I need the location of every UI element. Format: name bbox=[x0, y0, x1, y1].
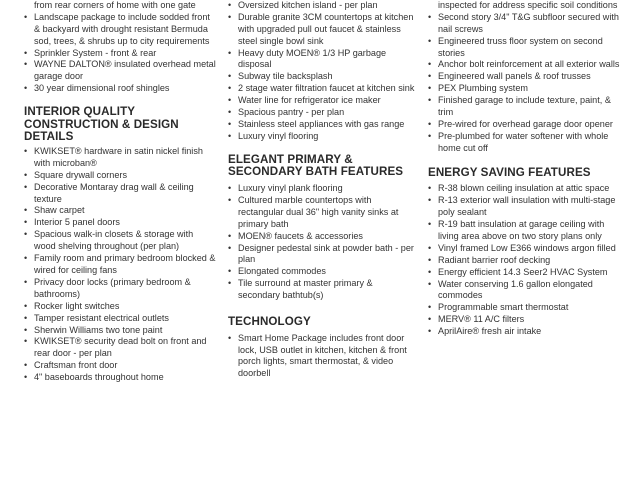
list-item: • Craftsman front door bbox=[24, 360, 216, 372]
list-item: • inspected for address specific soil conditions bbox=[428, 0, 624, 12]
column-middle bbox=[228, 0, 416, 380]
bath-feature-list bbox=[228, 183, 416, 302]
list-item: • Water line for refrigerator ice maker bbox=[228, 95, 416, 107]
list-item: • Rocker light switches bbox=[24, 301, 216, 313]
list-item: • PEX Plumbing system bbox=[428, 83, 624, 95]
structure-feature-list bbox=[428, 0, 624, 155]
list-item: • Energy efficient 14.3 Seer2 HVAC System bbox=[428, 267, 624, 279]
list-item: • Pre-plumbed for water softener with whole home cut off bbox=[428, 131, 624, 155]
list-item: • R-38 blown ceiling insulation at attic space bbox=[428, 183, 624, 195]
list-item: • Designer pedestal sink at powder bath - per plan bbox=[228, 243, 416, 267]
list-item: • Second story 3/4" T&G subfloor secured with nail screws bbox=[428, 12, 624, 36]
list-item: • Shaw carpet bbox=[24, 205, 216, 217]
column-right bbox=[428, 0, 624, 338]
list-item: • Engineered truss floor system on second stories bbox=[428, 36, 624, 60]
list-item: • Vinyl framed Low E366 windows argon filled bbox=[428, 243, 624, 255]
list-item: • MOEN® faucets & accessories bbox=[228, 231, 416, 243]
list-item: • Engineered wall panels & roof trusses bbox=[428, 71, 624, 83]
column-left bbox=[24, 0, 216, 384]
list-item: • Cultured marble countertops with rectangular dual 36" high vanity sinks at primary bath bbox=[228, 195, 416, 231]
exterior-feature-list bbox=[24, 0, 216, 95]
list-item: • KWIKSET® security dead bolt on front and rear door - per plan bbox=[24, 336, 216, 360]
list-item: • 2 stage water filtration faucet at kitchen sink bbox=[228, 83, 416, 95]
list-item: • AprilAire® fresh air intake bbox=[428, 326, 624, 338]
list-item: • Durable granite 3CM countertops at kitchen with upgraded pull out faucet & stainless steel single bowl sink bbox=[228, 12, 416, 48]
list-item: • Luxury vinyl plank flooring bbox=[228, 183, 416, 195]
list-item: • Programmable smart thermostat bbox=[428, 302, 624, 314]
list-item: • Privacy door locks (primary bedroom & bathrooms) bbox=[24, 277, 216, 301]
list-item: • Finished garage to include texture, paint, & trim bbox=[428, 95, 624, 119]
list-item: • Stainless steel appliances with gas range bbox=[228, 119, 416, 131]
list-item: • Spacious walk-in closets & storage with wood shelving throughout (per plan) bbox=[24, 229, 216, 253]
energy-feature-list bbox=[428, 183, 624, 338]
list-item: • Landscape package to include sodded front & backyard with drought resistant Bermuda sod, trees, & shrubs up to city requirements bbox=[24, 12, 216, 48]
list-item: • 4" baseboards throughout home bbox=[24, 372, 216, 384]
list-item: • Sprinkler System - front & rear bbox=[24, 48, 216, 60]
list-item: • MERV® 11 A/C filters bbox=[428, 314, 624, 326]
list-item: • WAYNE DALTON® insulated overhead metal garage door bbox=[24, 59, 216, 83]
list-item: • Interior 5 panel doors bbox=[24, 217, 216, 229]
kitchen-feature-list bbox=[228, 0, 416, 143]
list-item: • from rear corners of home with one gate bbox=[24, 0, 216, 12]
list-item: • Tile surround at master primary & secondary bathtub(s) bbox=[228, 278, 416, 302]
list-item: • 30 year dimensional roof shingles bbox=[24, 83, 216, 95]
list-item: • Family room and primary bedroom blocked & wired for ceiling fans bbox=[24, 253, 216, 277]
list-item: • Square drywall corners bbox=[24, 170, 216, 182]
list-item: • Tamper resistant electrical outlets bbox=[24, 313, 216, 325]
list-item: • Heavy duty MOEN® 1/3 HP garbage disposal bbox=[228, 48, 416, 72]
list-item: • Luxury vinyl flooring bbox=[228, 131, 416, 143]
list-item: • Smart Home Package includes front door lock, USB outlet in kitchen, kitchen & front porch lights, smart thermostat, & video doorbell bbox=[228, 333, 416, 381]
technology-feature-list bbox=[228, 333, 416, 381]
list-item: • R-13 exterior wall insulation with multi-stage poly sealant bbox=[428, 195, 624, 219]
list-item: • R-19 batt insulation at garage ceiling with living area above on two story plans only bbox=[428, 219, 624, 243]
energy-heading: ENERGY SAVING FEATURES bbox=[428, 165, 591, 179]
list-item: • Water conserving 1.6 gallon elongated commodes bbox=[428, 279, 624, 303]
bath-heading: ELEGANT PRIMARY & SECONDARY BATH FEATURES bbox=[228, 152, 404, 179]
list-item: • Sherwin Williams two tone paint bbox=[24, 325, 216, 337]
list-item: • Anchor bolt reinforcement at all exterior walls bbox=[428, 59, 624, 71]
technology-heading: TECHNOLOGY bbox=[228, 315, 311, 329]
list-item: • Elongated commodes bbox=[228, 266, 416, 278]
list-item: • Oversized kitchen island - per plan bbox=[228, 0, 416, 12]
list-item: • Spacious pantry - per plan bbox=[228, 107, 416, 119]
interior-feature-list bbox=[24, 146, 216, 384]
list-item: • Subway tile backsplash bbox=[228, 71, 416, 83]
list-item: • Decorative Montaray drag wall & ceiling texture bbox=[24, 182, 216, 206]
interior-heading: INTERIOR QUALITY CONSTRUCTION & DESIGN DETAILS bbox=[24, 105, 179, 144]
list-item: • Radiant barrier roof decking bbox=[428, 255, 624, 267]
list-item: • Pre-wired for overhead garage door opener bbox=[428, 119, 624, 131]
list-item: • KWIKSET® hardware in satin nickel finish with microban® bbox=[24, 146, 216, 170]
